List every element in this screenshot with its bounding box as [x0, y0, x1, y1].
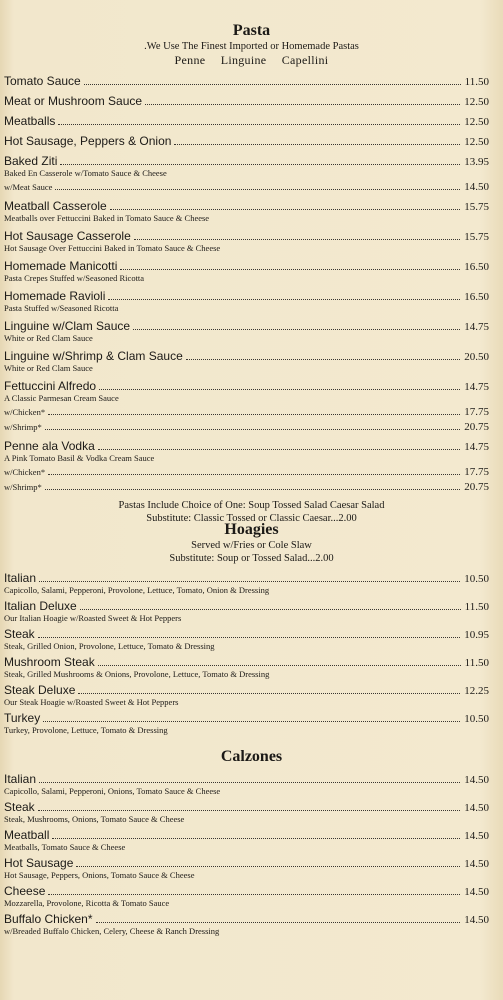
menu-item	[0, 349, 503, 373]
dot-leader	[60, 164, 460, 165]
menu-item-row	[4, 134, 489, 148]
menu-item	[0, 571, 503, 595]
pasta-note-choice: Pastas Include Choice of One: Soup Tossed Salad Caesar Salad	[118, 500, 385, 511]
dot-leader	[45, 429, 460, 430]
menu-item-name: Linguine w/Shrimp & Clam Sauce	[4, 349, 183, 363]
dot-leader	[110, 209, 461, 210]
menu-item-row	[4, 229, 489, 243]
menu-item-description: Our Steak Hoagie w/Roasted Sweet & Hot Peppers	[4, 697, 179, 707]
menu-item-price: 10.50	[464, 573, 489, 585]
dot-leader	[78, 693, 460, 694]
dot-leader	[43, 721, 460, 722]
option-name: w/Shrimp*	[4, 422, 42, 432]
menu-item-description: Meatballs over Fettuccini Baked in Tomato Sauce & Cheese	[4, 213, 210, 223]
hoagies-title: Hoagies	[224, 521, 279, 538]
menu-item	[0, 856, 503, 880]
menu-item-name: Meatballs	[4, 114, 56, 128]
pasta-type: Linguine	[220, 53, 267, 67]
menu-item	[0, 289, 503, 313]
menu-item	[0, 912, 503, 936]
menu-item	[0, 229, 503, 253]
menu-item-name: Tomato Sauce	[4, 74, 81, 88]
calzones-title: Calzones	[220, 748, 283, 765]
menu-item	[0, 772, 503, 796]
dot-leader	[134, 239, 461, 240]
menu-item-description: Baked En Casserole w/Tomato Sauce & Cheese	[4, 168, 167, 178]
menu-item-price: 13.95	[464, 156, 489, 168]
menu-item-description: Capicollo, Salami, Pepperoni, Onions, Tomato Sauce & Cheese	[4, 786, 221, 796]
dot-leader	[38, 637, 461, 638]
menu-item	[0, 800, 503, 824]
dot-leader	[99, 389, 460, 390]
menu-item-price: 14.50	[464, 914, 489, 926]
menu-item	[0, 439, 503, 493]
menu-item-description: White or Red Clam Sauce	[4, 333, 93, 343]
menu-item-row	[4, 319, 489, 333]
menu-item-name: Meatball Casserole	[4, 199, 107, 213]
dot-leader	[39, 581, 460, 582]
menu-item-price: 16.50	[464, 291, 489, 303]
menu-item-option	[4, 181, 489, 193]
dot-leader	[76, 866, 460, 867]
dot-leader	[174, 144, 460, 145]
menu-item-name: Homemade Manicotti	[4, 259, 118, 273]
option-price: 14.50	[464, 181, 489, 193]
menu-item-price: 14.50	[464, 830, 489, 842]
menu-item-price: 14.75	[464, 321, 489, 333]
menu-item-name: Buffalo Chicken*	[4, 912, 93, 926]
menu-item-row	[4, 800, 489, 814]
dot-leader	[145, 104, 460, 105]
menu-item-name: Hot Sausage, Peppers & Onion	[4, 134, 172, 148]
menu-item-price: 14.50	[464, 858, 489, 870]
menu-item-row	[4, 884, 489, 898]
menu-item	[0, 599, 503, 623]
menu-item-row	[4, 912, 489, 926]
menu-item-name: Penne ala Vodka	[4, 439, 95, 453]
option-price: 20.75	[464, 481, 489, 493]
menu-item-price: 10.50	[464, 713, 489, 725]
menu-item-row	[4, 683, 489, 697]
dot-leader	[80, 609, 461, 610]
menu-item-row	[4, 379, 489, 393]
menu-item-name: Steak Deluxe	[4, 683, 76, 697]
pasta-type: Capellini	[281, 53, 329, 67]
menu-item-price: 12.50	[464, 136, 489, 148]
menu-item-price: 14.50	[464, 886, 489, 898]
menu-item-price: 12.50	[464, 116, 489, 128]
menu-item	[0, 94, 503, 108]
menu-item-price: 14.75	[464, 381, 489, 393]
menu-item	[0, 259, 503, 283]
menu-item-description: A Pink Tomato Basil & Vodka Cream Sauce	[4, 453, 155, 463]
option-name: w/Chicken*	[4, 407, 46, 417]
menu-item-row	[4, 439, 489, 453]
menu-item-row	[4, 711, 489, 725]
menu-item-description: Steak, Mushrooms, Onions, Tomato Sauce & Cheese	[4, 814, 185, 824]
menu-item-name: Mushroom Steak	[4, 655, 95, 669]
dot-leader	[58, 124, 460, 125]
menu-item-name: Meatball	[4, 828, 50, 842]
dot-leader	[48, 414, 460, 415]
menu-item-name: Hot Sausage Casserole	[4, 229, 131, 243]
dot-leader	[98, 665, 461, 666]
menu-item-price: 15.75	[464, 201, 489, 213]
menu-item-name: Baked Ziti	[4, 154, 58, 168]
menu-item-price: 14.50	[464, 802, 489, 814]
menu-item-row	[4, 289, 489, 303]
menu-item	[0, 319, 503, 343]
menu-item-price: 14.50	[464, 774, 489, 786]
menu-item-row	[4, 349, 489, 363]
dot-leader	[133, 329, 460, 330]
menu-item-description: Capicollo, Salami, Pepperoni, Provolone, Lettuce, Tomato, Onion & Dressing	[4, 585, 270, 595]
menu-item-row	[4, 599, 489, 613]
menu-item-option	[4, 466, 489, 478]
dot-leader	[98, 449, 461, 450]
menu-item-row	[4, 571, 489, 585]
menu-item	[0, 627, 503, 651]
menu-item-description: White or Red Clam Sauce	[4, 363, 93, 373]
menu-item	[0, 711, 503, 735]
menu-item-price: 11.50	[464, 601, 489, 613]
calzones-section	[0, 748, 503, 940]
menu-item-row	[4, 655, 489, 669]
menu-item-description: Pasta Crepes Stuffed w/Seasoned Ricotta	[4, 273, 145, 283]
menu-item	[0, 379, 503, 433]
pasta-title: Pasta	[232, 22, 271, 39]
dot-leader	[84, 84, 461, 85]
menu-item-description: A Classic Parmesan Cream Sauce	[4, 393, 119, 403]
menu-item-description: Hot Sausage, Peppers, Onions, Tomato Sauce & Cheese	[4, 870, 195, 880]
pasta-types	[0, 53, 503, 68]
menu-item-price: 12.50	[464, 96, 489, 108]
dot-leader	[45, 489, 460, 490]
menu-item-name: Italian	[4, 571, 37, 585]
menu-item-name: Turkey	[4, 711, 41, 725]
menu-item	[0, 154, 503, 193]
menu-item	[0, 884, 503, 908]
menu-item-row	[4, 856, 489, 870]
menu-item-description: Turkey, Provolone, Lettuce, Tomato & Dressing	[4, 725, 168, 735]
menu-item-price: 10.95	[464, 629, 489, 641]
dot-leader	[52, 838, 460, 839]
menu-item-price: 20.50	[464, 351, 489, 363]
menu-item-name: Hot Sausage	[4, 856, 74, 870]
menu-item-name: Italian	[4, 772, 37, 786]
menu-item-price: 11.50	[464, 76, 489, 88]
hoagies-substitute: Substitute: Soup or Tossed Salad...2.00	[169, 553, 334, 564]
hoagies-subtitle: Served w/Fries or Cole Slaw	[191, 540, 312, 551]
pasta-subtitle: .We Use The Finest Imported or Homemade Pastas	[144, 41, 359, 52]
pasta-type: Penne	[174, 53, 206, 67]
menu-item	[0, 199, 503, 223]
menu-item-option	[4, 406, 489, 418]
menu-item-row	[4, 74, 489, 88]
dot-leader	[55, 189, 460, 190]
menu-item-name: Cheese	[4, 884, 46, 898]
menu-item-description: Hot Sausage Over Fettuccini Baked in Tomato Sauce & Cheese	[4, 243, 221, 253]
menu-item	[0, 655, 503, 679]
menu-item-name: Fettuccini Alfredo	[4, 379, 97, 393]
option-name: w/Shrimp*	[4, 482, 42, 492]
option-price: 17.75	[464, 466, 489, 478]
calzones-items	[0, 772, 503, 936]
menu-item-name: Homemade Ravioli	[4, 289, 106, 303]
menu-item-price: 16.50	[464, 261, 489, 273]
dot-leader	[39, 782, 460, 783]
pasta-note-substitute: Substitute: Classic Tossed or Classic Caesar...2.00	[146, 513, 357, 524]
dot-leader	[38, 810, 461, 811]
menu-item-option	[4, 481, 489, 493]
menu-item-row	[4, 114, 489, 128]
menu-item-description: w/Breaded Buffalo Chicken, Celery, Cheese & Ranch Dressing	[4, 926, 220, 936]
option-name: w/Meat Sauce	[4, 182, 53, 192]
dot-leader	[96, 922, 461, 923]
pasta-section	[0, 22, 503, 525]
dot-leader	[108, 299, 460, 300]
menu-item-description: Meatballs, Tomato Sauce & Cheese	[4, 842, 126, 852]
hoagies-section	[0, 521, 503, 739]
menu-item-row	[4, 94, 489, 108]
menu-item-row	[4, 627, 489, 641]
menu-item-price: 12.25	[464, 685, 489, 697]
menu-item-description: Steak, Grilled Mushrooms & Onions, Provolone, Lettuce, Tomato & Dressing	[4, 669, 270, 679]
menu-item-row	[4, 154, 489, 168]
dot-leader	[48, 894, 460, 895]
dot-leader	[120, 269, 460, 270]
menu-item-price: 15.75	[464, 231, 489, 243]
option-name: w/Chicken*	[4, 467, 46, 477]
menu-item-name: Linguine w/Clam Sauce	[4, 319, 131, 333]
menu-item-option	[4, 421, 489, 433]
menu-item-name: Steak	[4, 627, 35, 641]
menu-item-name: Steak	[4, 800, 35, 814]
menu-item-price: 14.75	[464, 441, 489, 453]
menu-item-row	[4, 828, 489, 842]
menu-item	[0, 134, 503, 148]
menu-item-description: Our Italian Hoagie w/Roasted Sweet & Hot Peppers	[4, 613, 182, 623]
menu-item-description: Mozzarella, Provolone, Ricotta & Tomato Sauce	[4, 898, 170, 908]
menu-item	[0, 74, 503, 88]
menu-item-row	[4, 772, 489, 786]
option-price: 17.75	[464, 406, 489, 418]
menu-item-row	[4, 199, 489, 213]
menu-item	[0, 114, 503, 128]
menu-item-name: Italian Deluxe	[4, 599, 77, 613]
menu-item	[0, 828, 503, 852]
menu-item-description: Pasta Stuffed w/Seasoned Ricotta	[4, 303, 119, 313]
menu-item-name: Meat or Mushroom Sauce	[4, 94, 143, 108]
hoagies-items	[0, 571, 503, 735]
menu-item-row	[4, 259, 489, 273]
option-price: 20.75	[464, 421, 489, 433]
menu-item	[0, 683, 503, 707]
menu-item-price: 11.50	[464, 657, 489, 669]
pasta-items	[0, 74, 503, 493]
dot-leader	[48, 474, 460, 475]
menu-item-description: Steak, Grilled Onion, Provolone, Lettuce, Tomato & Dressing	[4, 641, 215, 651]
dot-leader	[186, 359, 460, 360]
